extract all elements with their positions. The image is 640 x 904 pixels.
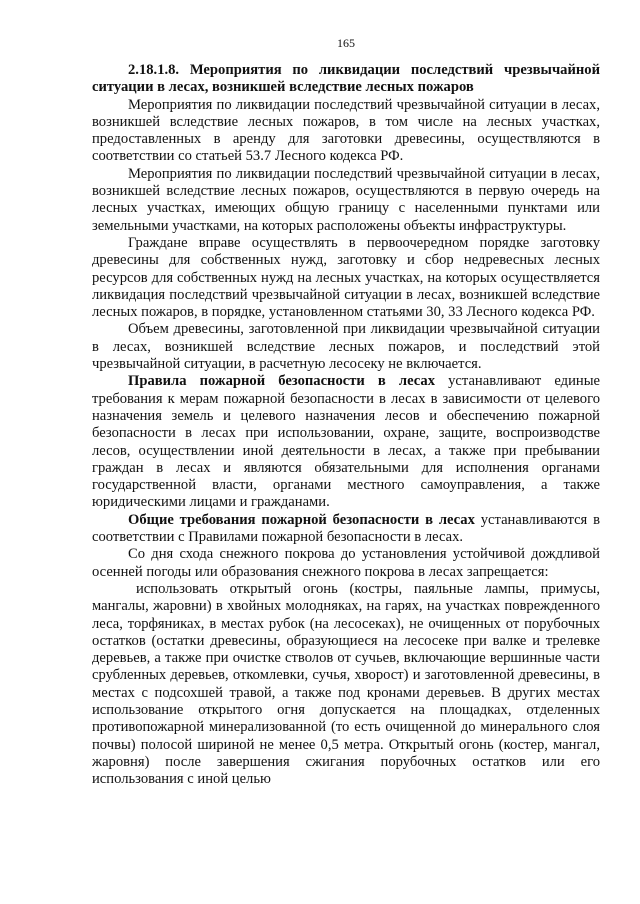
paragraph-4: Объем древесины, заготовленной при ликвидации чрезвычайной ситуации в лесах, возникшей вследствие лесных пожаров, и последствий этой чрезвычайной ситуации, в расчетную лесосеку не включается. (92, 321, 600, 373)
paragraph-3: Граждане вправе осуществлять в первоочередном порядке заготовку древесины для собственных нужд, заготовку и сбор недревесных лесных ресурсов для собственных нужд на лесных участках, на которых осуществляется ликвидация последствий чрезвычайной ситуации в лесах, возникшей вследствие лесных пожаров, в порядке, установленном статьями 30, 33 Лесного кодекса РФ. (92, 234, 600, 321)
fire-safety-rules-term: Правила пожарной безопасности в лесах (128, 373, 436, 390)
section-heading: 2.18.1.8. Мероприятия по ликвидации последствий чрезвычайной ситуации в лесах, возникшей вследствие лесных пожаров (92, 62, 600, 96)
paragraph-6-text: устанавливаются в соответствии с Правилами пожарной безопасности в лесах. (92, 511, 600, 546)
paragraph-6 (92, 512, 600, 547)
paragraph-8: использовать открытый огонь (костры, паяльные лампы, примусы, мангалы, жаровни) в хвойных молодняках, на гарях, на участках поврежденного леса, торфяниках, в местах рубок (на лесосеках), не очищенных от порубочных остатков (остатки древесины, образующиеся на лесосеке при валке и трелевке деревьев, а также при очистке стволов от сучьев, включающие вершинные части срубленных деревьев, откомлевки, сучья, хворост) и заготовленной древесины, в местах с подсохшей травой, а также под кронами деревьев. В других местах использование открытого огня допускается на площадках, отделенных противопожарной минерализованной (то есть очищенной до минерального слоя почвы) полосой шириной не менее 0,5 метра. Открытый огонь (костер, мангал, жаровня) после завершения сжигания порубочных остатков или его использования с иной целью (92, 580, 600, 788)
paragraph-7: Со дня схода снежного покрова до установления устойчивой дождливой осенней погоды или образования снежного покрова в лесах запрещается: (92, 546, 600, 580)
general-requirements-term: Общие требования пожарной безопасности в лесах (128, 511, 475, 528)
paragraph-5-text: устанавливают единые требования к мерам пожарной безопасности в лесах в зависимости от целевого назначения земель и целевого назначения лесов и обеспечению пожарной безопасности в лесах при использовании, охране, защите, воспроизводстве лесов, осуществлении иной деятельности в лесах, а также при пребывании граждан в лесах и являются обязательными для исполнения органами государственной власти, органами местного самоуправления, а также юридическими лицами и гражданами. (92, 373, 600, 511)
paragraph-1: Мероприятия по ликвидации последствий чрезвычайной ситуации в лесах, возникшей вследствие лесных пожаров, в том числе на лесных участках, предоставленных в аренду для заготовки древесины, осуществляются в соответствии со статьей 53.7 Лесного кодекса РФ. (92, 96, 600, 165)
paragraph-2: Мероприятия по ликвидации последствий чрезвычайной ситуации в лесах, возникшей вследствие лесных пожаров, осуществляются в первую очередь на лесных участках, имеющих общую границу с населенными пунктами или земельными участками, на которых расположены объекты инфраструктуры. (92, 165, 600, 234)
page-number: 165 (337, 36, 355, 50)
document-page (92, 36, 600, 788)
paragraph-5 (92, 373, 600, 511)
